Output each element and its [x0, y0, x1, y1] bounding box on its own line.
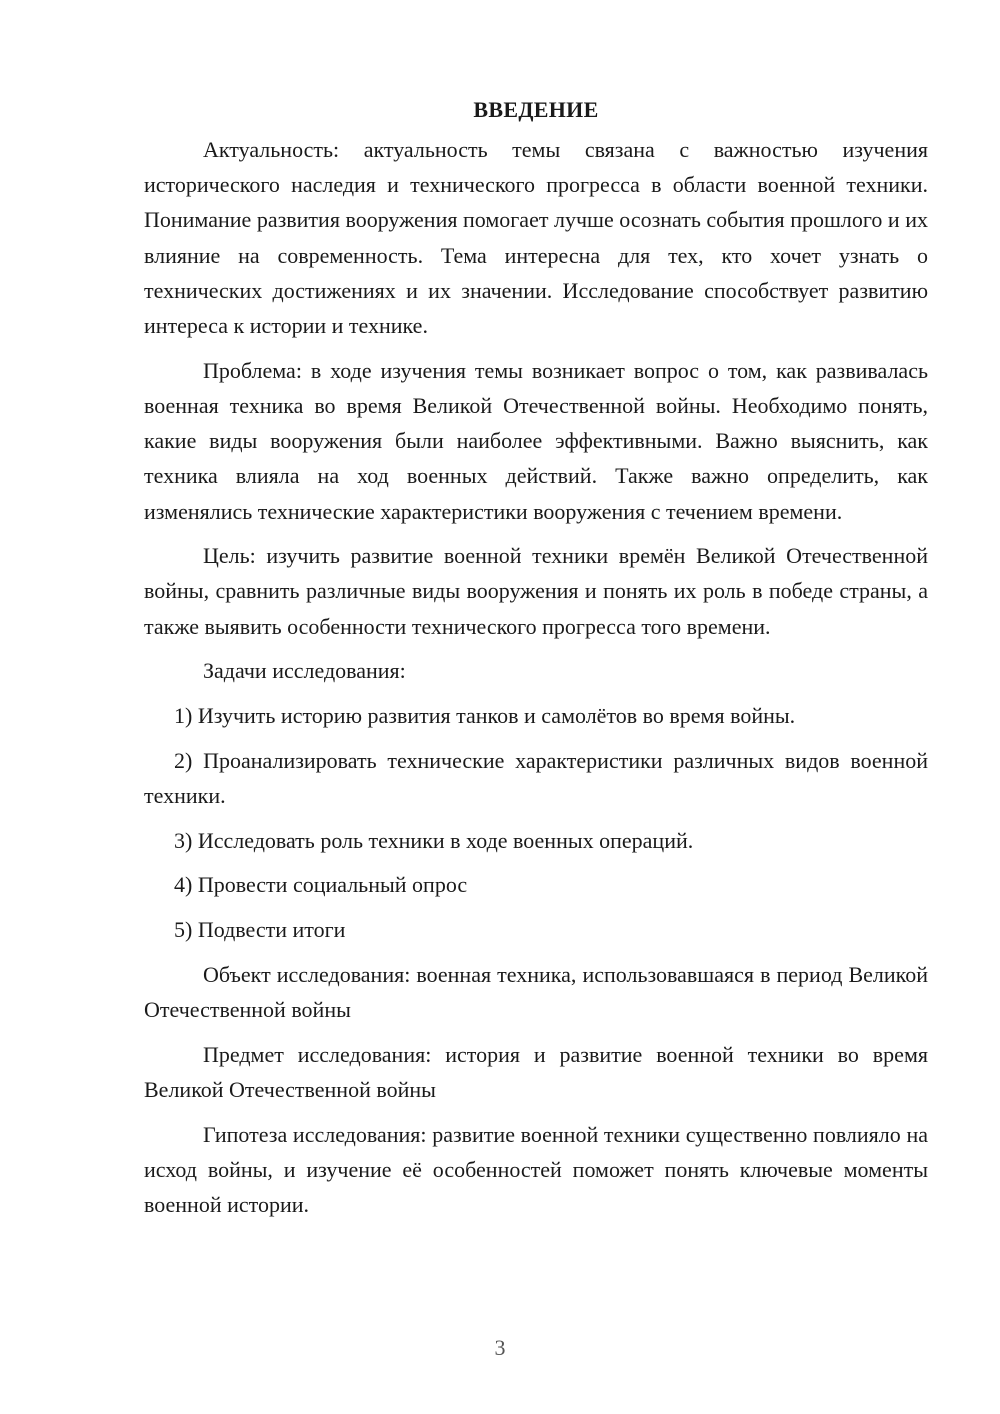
- tasks-heading: Задачи исследования:: [203, 658, 406, 684]
- problem-paragraph: Проблема: в ходе изучения темы возникает вопрос о том, как развивалась военная техника во время Великой Отечественной войны. Необходимо понять, какие виды вооружения были наиболее эффективными. Важно выяснить, как техника влияла на ход военных действий. Также важно определить, как изменялись технические характеристики вооружения с течением времени.: [144, 357, 928, 524]
- task-item-1: 1) Изучить историю развития танков и самолётов во время войны.: [174, 703, 796, 729]
- task-item-5: 5) Подвести итоги: [174, 917, 346, 943]
- subject-paragraph: Предмет исследования: история и развитие военной техники во время Великой Отечественной войны: [144, 1041, 928, 1102]
- hypothesis-paragraph: Гипотеза исследования: развитие военной техники существенно повлияло на исход войны, и изучение её особенностей поможет понять ключевые моменты военной истории.: [144, 1121, 928, 1217]
- page-number: 3: [494, 1335, 506, 1360]
- relevance-paragraph: Актуальность: актуальность темы связана с важностью изучения исторического наследия и технического прогресса в области военной техники. Понимание развития вооружения помогает лучше осознать события прошлого и их влияние на современность. Тема интересна для тех, кто хочет узнать о технических достижениях и их значении. Исследование способствует развитию интереса к истории и технике.: [144, 137, 928, 339]
- task-item-2: 2) Проанализировать технические характеристики различных видов военной техники.: [144, 747, 928, 808]
- task-item-4: 4) Провести социальный опрос: [174, 872, 468, 898]
- task-item-3: 3) Исследовать роль техники в ходе военных операций.: [174, 827, 694, 853]
- section-heading: ВВЕДЕНИЕ: [473, 97, 599, 122]
- object-paragraph: Объект исследования: военная техника, использовавшаяся в период Великой Отечественной войны: [144, 961, 928, 1022]
- goal-paragraph: Цель: изучить развитие военной техники времён Великой Отечественной войны, сравнить различные виды вооружения и понять их роль в победе страны, а также выявить особенности технического прогресса того времени.: [144, 543, 928, 639]
- document-page: [144, 94, 928, 1232]
